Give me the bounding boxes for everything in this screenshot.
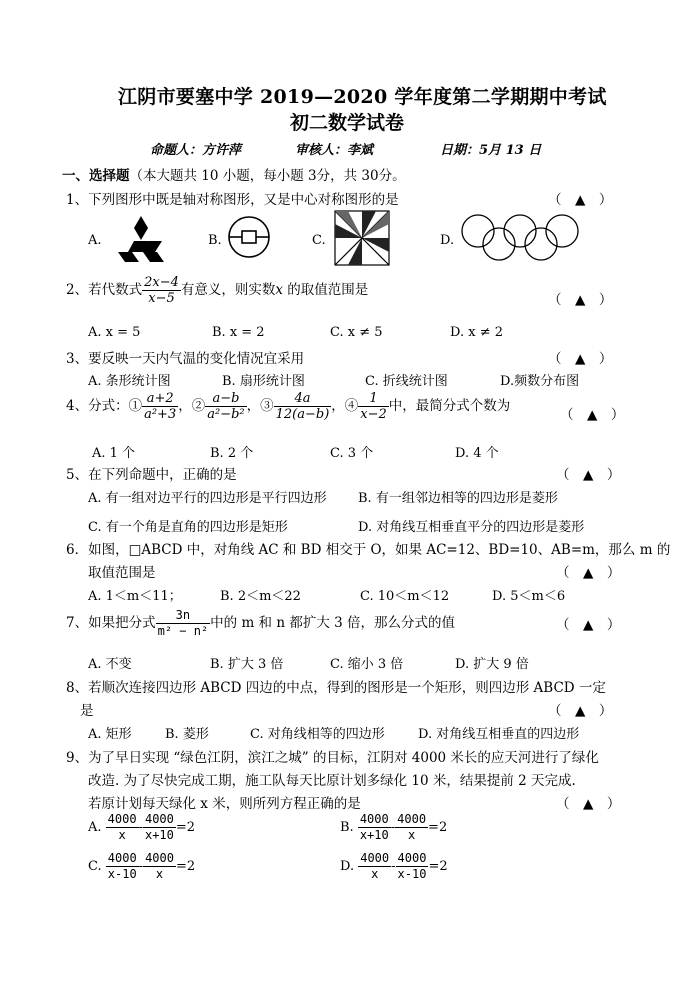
q7-option-c: C. 缩小 3 倍	[330, 657, 404, 672]
q7-numerator: 3n	[156, 608, 211, 624]
q8-option-d: D. 对角线互相垂直的四边形	[418, 727, 580, 742]
q9-c-d2: x	[155, 867, 164, 881]
q7-option-b: B. 扩大 3 倍	[210, 657, 284, 672]
q5-option-d: D. 对角线互相垂直平分的四边形是菱形	[358, 520, 585, 535]
question-5-stem: 5、在下列命题中，正确的是	[66, 467, 237, 483]
answer-mark-3: （ ▲ ）	[548, 351, 613, 367]
q4-fraction-3	[274, 391, 332, 422]
q9-option-a: A. $\frac{4000}{x}$ - $\frac{4000}{x+10}$ =2	[88, 812, 196, 842]
q4-f3-num: 4a	[274, 391, 332, 407]
q4-f3-den: 12(a−b)	[275, 407, 330, 422]
question-6-line1: 6．如图，□ABCD 中，对角线 AC 和 BD 相交于 O，如果 AC=12、BD=10、AB=m，那么 m 的	[66, 542, 671, 558]
q9-c-d1: x-10	[107, 867, 137, 881]
question-4-stem	[66, 391, 510, 422]
q7-pre: 7、如果把分式	[66, 615, 156, 631]
q4-pre: 4、分式：	[66, 398, 129, 414]
answer-mark-5: （ ▲ ）	[556, 467, 621, 483]
q4-fraction-1	[142, 391, 178, 422]
q3-option-c: C. 折线统计图	[365, 374, 448, 389]
q4-f1-den: a²+3	[144, 407, 177, 422]
q9-d-frac1	[358, 851, 391, 882]
olympic-rings-icon	[456, 212, 586, 262]
q9-a-label: A.	[88, 820, 102, 835]
q9-option-b: B. $\frac{4000}{x+10}$ - $\frac{4000}{x}$ =2	[340, 812, 448, 842]
question-2-stem	[66, 275, 368, 306]
answer-mark-7: （ ▲ ）	[556, 617, 621, 633]
question-1-stem: 1、下列图形中既是轴对称图形，又是中心对称图形的是	[66, 192, 399, 208]
q4-option-c: C. 3 个	[330, 446, 374, 461]
question-6-line2: 取值范围是	[88, 565, 156, 581]
q4-f2-num: a−b	[205, 391, 246, 407]
q6-option-b: B. 2＜m＜22	[220, 589, 301, 604]
section-note: （本大题共 10 小题，每小题 3分，共 30分。	[129, 168, 406, 184]
q4-option-d: D. 4 个	[455, 446, 499, 461]
q3-option-d: D.频数分布图	[500, 374, 580, 389]
q9-a-n2: 4000	[144, 812, 174, 826]
question-7-stem	[66, 608, 455, 639]
q4-f2-den: a²−b²	[207, 407, 245, 422]
mitsubishi-shape-icon	[114, 214, 168, 264]
q2-pre: 2、若代数式	[66, 282, 143, 298]
q4-fraction-2	[205, 391, 246, 422]
q8-option-c: C. 对角线相等的四边形	[250, 727, 385, 742]
q3-option-b: B. 扇形统计图	[222, 374, 305, 389]
q3-option-a: A. 条形统计图	[88, 374, 171, 389]
q2-var: x	[275, 282, 283, 298]
q9-b-frac2	[395, 812, 428, 843]
answer-mark-6: （ ▲ ）	[556, 565, 621, 581]
q9-b-frac1	[358, 812, 391, 843]
q2-fraction	[142, 275, 181, 306]
q5-option-a: A. 有一组对边平行的四边形是平行四边形	[88, 491, 327, 506]
q2-option-b: B. x = 2	[212, 325, 265, 340]
answer-mark-8: （ ▲ ）	[548, 703, 613, 719]
section-heading	[62, 164, 406, 184]
q9-a-n1: 4000	[107, 812, 137, 826]
q7-option-a: A. 不变	[88, 657, 132, 672]
q9-a-frac2	[143, 812, 176, 843]
q4-f4-label: ，④	[331, 398, 359, 414]
q2-post: 有意义，则实数	[180, 282, 276, 298]
answer-mark-2: （ ▲ ）	[548, 292, 613, 308]
q9-d-d1: x	[371, 867, 379, 881]
q9-d-frac2	[396, 851, 429, 882]
q9-b-n2: 4000	[397, 812, 427, 826]
question-8-line2: 是	[80, 703, 94, 719]
q2-denominator: x−5	[148, 291, 175, 306]
q9-a-d2: x+10	[144, 828, 174, 842]
q9-b-rhs: =2	[428, 820, 448, 835]
section-label: 一、选择题	[62, 168, 130, 184]
q7-fraction	[156, 608, 211, 639]
q9-option-c: C. $\frac{4000}{x-10}$ - $\frac{4000}{x}$ =2	[88, 851, 196, 881]
q9-c-n1: 4000	[107, 851, 137, 865]
q1-option-d-label: D.	[440, 233, 455, 248]
question-9-line2: 改造. 为了尽快完成工期，施工队每天比原计划多绿化 10 米，结果提前 2 天完成.	[88, 773, 576, 789]
q2-numerator: 2x−4	[144, 275, 179, 290]
q9-c-n2: 4000	[145, 851, 174, 865]
q9-d-n2: 4000	[397, 851, 427, 865]
q2-option-c: C. x ≠ 5	[330, 325, 383, 340]
q4-f1-num: a+2	[142, 391, 178, 407]
q6-option-a: A. 1＜m＜11；	[88, 589, 182, 604]
answer-mark-1: （ ▲ ）	[548, 192, 613, 208]
q7-denominator: m² − n²	[157, 624, 209, 638]
q9-option-d: D. $\frac{4000}{x}$ - $\frac{4000}{x-10}$ =2	[340, 851, 448, 881]
q9-a-rhs: =2	[175, 820, 196, 835]
q6-option-d: D. 5＜m＜6	[492, 589, 566, 604]
q7-option-d: D. 扩大 9 倍	[455, 657, 529, 672]
q4-f1-label: ①	[128, 398, 143, 414]
exam-title: 江阴市要塞中学 2019—2020 学年度第二学期期中考试	[118, 86, 607, 108]
q8-option-a: A. 矩形	[88, 727, 132, 742]
q2-option-d: D. x ≠ 2	[450, 325, 503, 340]
q9-c-rhs: =2	[175, 859, 196, 874]
q4-f2-label: ，②	[178, 398, 206, 414]
question-9-line1: 9、为了早日实现 “绿色江阴，滨江之城” 的目标，江阴对 4000 米长的应天河进行了绿化	[66, 750, 599, 766]
q9-c-frac1	[106, 851, 139, 882]
q9-d-rhs: =2	[428, 859, 448, 874]
q4-post: 中，最简分式个数为	[388, 398, 511, 414]
q9-c-label: C.	[88, 859, 102, 874]
coin-square-hole-icon	[226, 214, 272, 260]
question-3-stem: 3、要反映一天内气温的变化情况宜采用	[66, 351, 305, 367]
author-label: 命题人：方许萍	[150, 143, 242, 158]
q4-option-b: B. 2 个	[210, 446, 254, 461]
question-8-line1: 8、若顺次连接四边形 ABCD 四边的中点，得到的图形是一个矩形，则四边形 ABCD 一定	[66, 680, 606, 696]
q9-c-frac2	[143, 851, 176, 882]
q9-b-d2: x	[407, 828, 416, 842]
q4-option-a: A. 1 个	[92, 446, 136, 461]
reviewer-label: 审核人：李斌	[295, 143, 374, 158]
q2-post2: 的取值范围是	[283, 282, 369, 298]
q4-fraction-4	[358, 391, 389, 422]
q9-a-d1: x	[118, 828, 126, 842]
q2-option-a: A. x = 5	[88, 325, 141, 340]
exam-subtitle: 初二数学试卷	[290, 112, 405, 134]
q4-f4-num: 1	[358, 391, 389, 407]
q1-option-b-label: B.	[208, 233, 222, 248]
pinwheel-icon	[332, 208, 392, 268]
answer-mark-9: （ ▲ ）	[556, 796, 621, 812]
q9-d-label: D.	[340, 859, 355, 874]
q1-option-a-label: A.	[88, 233, 102, 248]
q4-f3-label: ，③	[246, 398, 274, 414]
q9-b-n1: 4000	[359, 812, 389, 826]
q9-b-label: B.	[340, 820, 354, 835]
q9-a-frac1	[106, 812, 139, 843]
q1-option-c-label: C.	[312, 233, 326, 248]
q5-option-b: B. 有一组邻边相等的四边形是菱形	[358, 491, 558, 506]
q8-option-b: B. 菱形	[165, 727, 209, 742]
q7-post: 中的 m 和 n 都扩大 3 倍，那么分式的值	[210, 615, 456, 631]
question-9-line3: 若原计划每天绿化 x 米，则所列方程正确的是	[88, 796, 361, 812]
q9-d-d2: x-10	[397, 867, 427, 881]
q6-option-c: C. 10＜m＜12	[360, 589, 450, 604]
date-label: 日期：5月 13 日	[440, 143, 542, 158]
q5-option-c: C. 有一个角是直角的四边形是矩形	[88, 520, 288, 535]
q4-f4-den: x−2	[360, 407, 387, 422]
q9-d-n1: 4000	[360, 851, 390, 865]
answer-mark-4: （ ▲ ）	[560, 407, 625, 423]
q9-b-d1: x+10	[359, 828, 389, 842]
